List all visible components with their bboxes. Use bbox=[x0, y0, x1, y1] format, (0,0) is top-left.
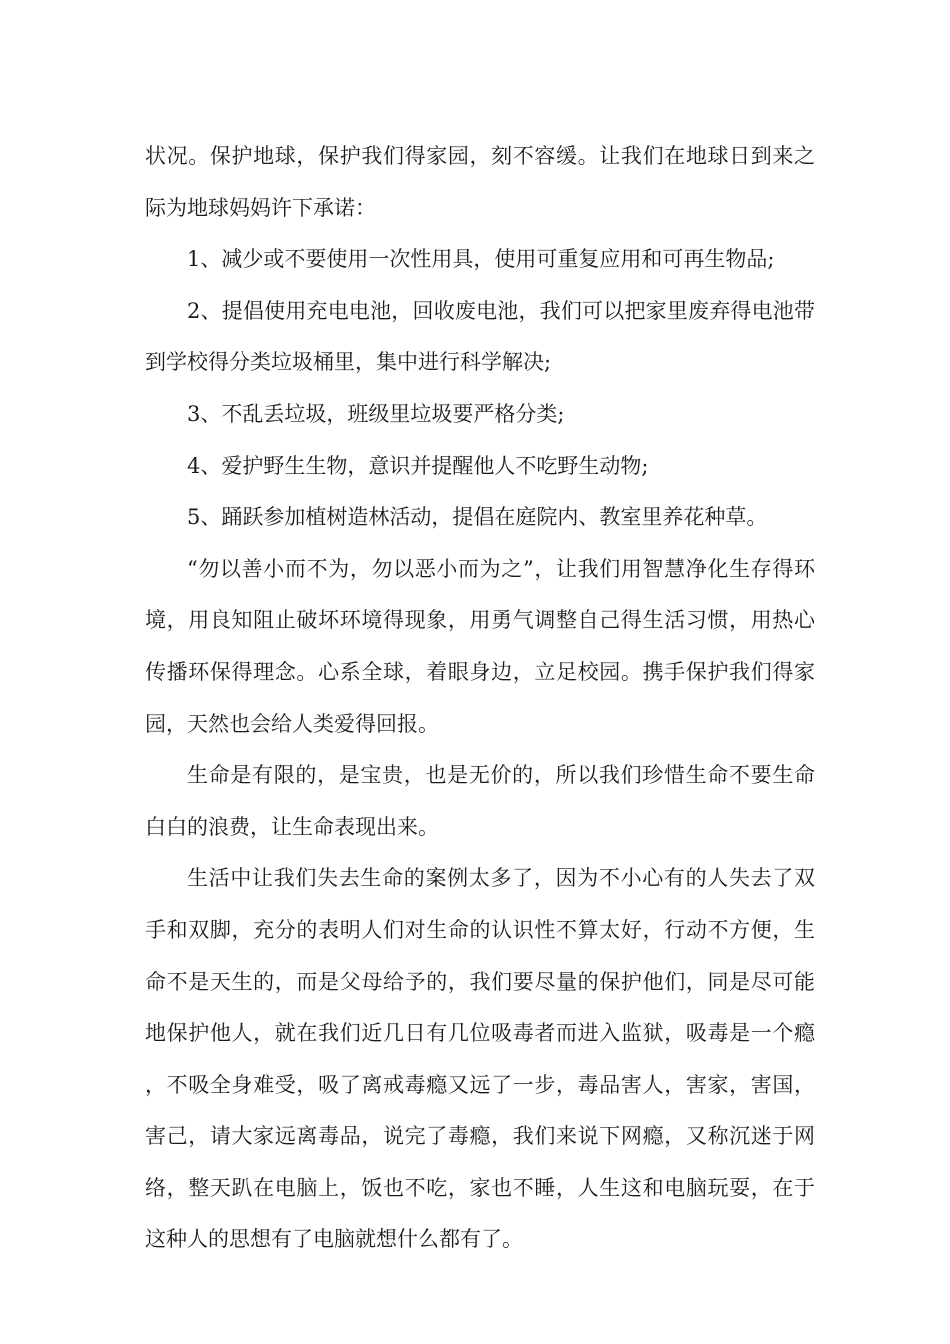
paragraph-pledge-1: 1、减少或不要使用一次性用具，使用可重复应用和可再生物品; bbox=[187, 247, 775, 272]
paragraph-pledge-2: 2、提倡使用充电电池，回收废电池，我们可以把家里废弃得电池带到学校得分类垃圾桶里，集中进行科学解决; bbox=[145, 298, 815, 375]
paragraph-pledge-3: 3、不乱丢垃圾，班级里垃圾要严格分类; bbox=[187, 401, 565, 426]
paragraph-quote: “勿以善小而不为，勿以恶小而为之”，让我们用智慧净化生存得环境，用良知阻止破坏环境得现象，用勇气调整自己得生活习惯，用热心传播环保得理念。心系全球，着眼身边，立足校园。携手保护我们得家园，天然也会给人类爱得回报。 bbox=[145, 556, 815, 736]
paragraph-pledge-4: 4、爱护野生生物，意识并提醒他人不吃野生动物; bbox=[187, 453, 649, 478]
paragraph-continuation: 状况。保护地球，保护我们得家园，刻不容缓。让我们在地球日到来之际为地球妈妈许下承诺： bbox=[145, 144, 815, 220]
paragraph-life-cases: 生活中让我们失去生命的案例太多了，因为不小心有的人失去了双手和双脚，充分的表明人们对生命的认识性不算太好，行动不方便，生命不是天生的，而是父母给予的，我们要尽量的保护他们，同是尽可能地保护他人，就在我们近几日有几位吸毒者而进入监狱，吸毒是一个瘾，不吸全身难受，吸了离戒毒瘾又远了一步，毒品害人，害家，害国，害己，请大家远离毒品，说完了毒瘾，我们来说下网瘾，又称沉迷于网络，整天趴在电脑上，饭也不吃，家也不睡，人生这和电脑玩耍，在于这种人的思想有了电脑就想什么都有了。 bbox=[145, 866, 815, 1252]
paragraph-pledge-5: 5、踊跃参加植树造林活动，提倡在庭院内、教室里养花种草。 bbox=[187, 505, 768, 530]
paragraph-life-value: 生命是有限的，是宝贵，也是无价的，所以我们珍惜生命不要生命白白的浪费，让生命表现出来。 bbox=[145, 763, 815, 839]
document-body bbox=[145, 131, 815, 1266]
